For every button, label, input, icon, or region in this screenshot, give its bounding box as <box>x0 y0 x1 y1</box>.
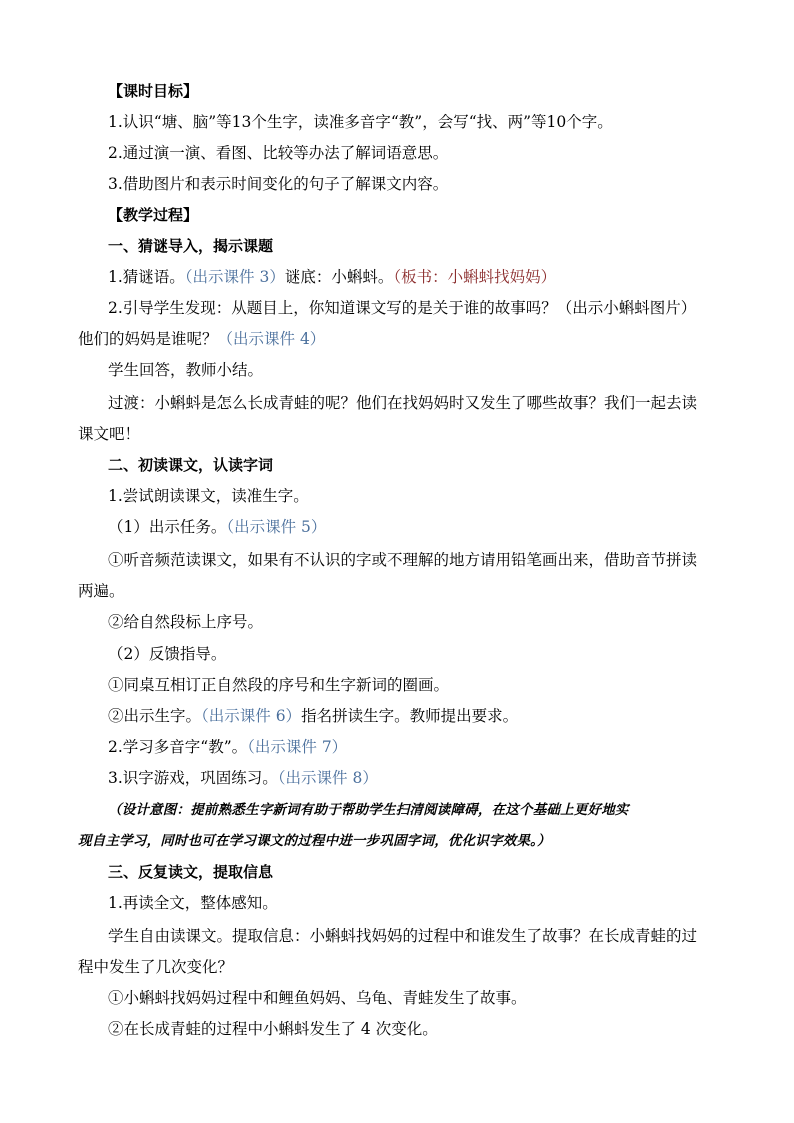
step-text: （1）出示任务。 <box>108 518 227 536</box>
section-1-paragraph-3: 学生回答，教师小结。 <box>108 361 264 379</box>
section-1-paragraph-1 <box>108 266 708 288</box>
step-text: 谜底：小蝌蚪。 <box>284 268 394 286</box>
section-2-paragraph-3-line-2: 两遍。 <box>78 582 125 600</box>
goal-item-2: 2.通过演一演、看图、比较等办法了解词语意思。 <box>108 144 449 162</box>
board-note: （板书：小蝌蚪找妈妈） <box>393 268 557 286</box>
section-2-paragraph-1: 1.尝试朗读课文，读准生字。 <box>108 487 309 505</box>
section-1-paragraph-4-line-1: 过渡：小蝌蚪是怎么长成青蛙的呢？他们在找妈妈时又发生了哪些故事？我们一起去读 <box>108 394 698 412</box>
step-text: 他们的妈妈是谁呢？ <box>78 330 218 348</box>
step-text: 指名拼读生字。教师提出要求。 <box>301 707 519 725</box>
goal-item-1: 1.认识“塘、脑”等13个生字，读准多音字“教”，会写“找、两”等10个字。 <box>108 113 613 131</box>
section-1-paragraph-2-line-2 <box>78 328 678 350</box>
section-3-paragraph-1: 1.再读全文，整体感知。 <box>108 894 278 912</box>
section-1-paragraph-4-line-2: 课文吧！ <box>78 425 141 443</box>
step-text: 3.识字游戏，巩固练习。 <box>108 769 278 787</box>
section-3-heading: 三、反复读文，提取信息 <box>108 863 274 881</box>
courseware-reference: （出示课件 3） <box>184 268 285 286</box>
step-text: 1.猜谜语。 <box>108 268 185 286</box>
step-text: ②出示生字。 <box>108 707 202 725</box>
section-2-paragraph-9 <box>108 767 708 789</box>
section-1-heading: 一、猜谜导入，揭示课题 <box>108 237 274 255</box>
section-2-paragraph-2 <box>108 516 708 538</box>
section-2-heading: 二、初读课文，认读字词 <box>108 456 274 474</box>
courseware-reference: （出示课件 5） <box>226 518 327 536</box>
section-3-paragraph-2-line-1: 学生自由读课文。提取信息：小蝌蚪找妈妈的过程中和谁发生了故事？在长成青蛙的过 <box>108 927 698 945</box>
section-3-paragraph-3: ①小蝌蚪找妈妈过程中和鲤鱼妈妈、乌龟、青蛙发生了故事。 <box>108 989 527 1007</box>
courseware-reference: （出示课件 6） <box>201 707 302 725</box>
section-2-paragraph-3-line-1: ①听音频范读课文，如果有不认识的字或不理解的地方请用铅笔画出来，借助音节拼读 <box>108 551 698 569</box>
section-3-paragraph-4: ②在长成青蛙的过程中小蝌蚪发生了 4 次变化。 <box>108 1020 438 1038</box>
section-2-paragraph-5: （2）反馈指导。 <box>108 645 227 663</box>
section-2-paragraph-6: ①同桌互相订正自然段的序号和生字新词的圈画。 <box>108 676 450 694</box>
section-2-paragraph-7 <box>108 705 708 727</box>
goal-item-3: 3.借助图片和表示时间变化的句子了解课文内容。 <box>108 175 449 193</box>
process-heading: 【教学过程】 <box>108 206 199 224</box>
section-2-paragraph-4: ②给自然段标上序号。 <box>108 613 264 631</box>
courseware-reference: （出示课件 4） <box>217 330 326 348</box>
section-2-paragraph-8 <box>108 736 708 758</box>
step-text: 2.学习多音字“教”。 <box>108 738 248 756</box>
section-3-paragraph-2-line-2: 程中发生了几次变化？ <box>78 958 234 976</box>
design-intent-note-line-1: （设计意图：提前熟悉生字新词有助于帮助学生扫清阅读障碍，在这个基础上更好地实 <box>108 802 629 818</box>
design-intent-note-line-2: 现自主学习，同时也可在学习课文的过程中进一步巩固字词，优化识字效果。） <box>78 833 551 849</box>
section-1-paragraph-2-line-1: 2.引导学生发现：从题目上，你知道课文写的是关于谁的故事吗？（出示小蝌蚪图片） <box>108 299 697 317</box>
courseware-reference: （出示课件 7） <box>247 738 348 756</box>
goals-heading: 【课时目标】 <box>108 82 199 100</box>
courseware-reference: （出示课件 8） <box>277 769 378 787</box>
